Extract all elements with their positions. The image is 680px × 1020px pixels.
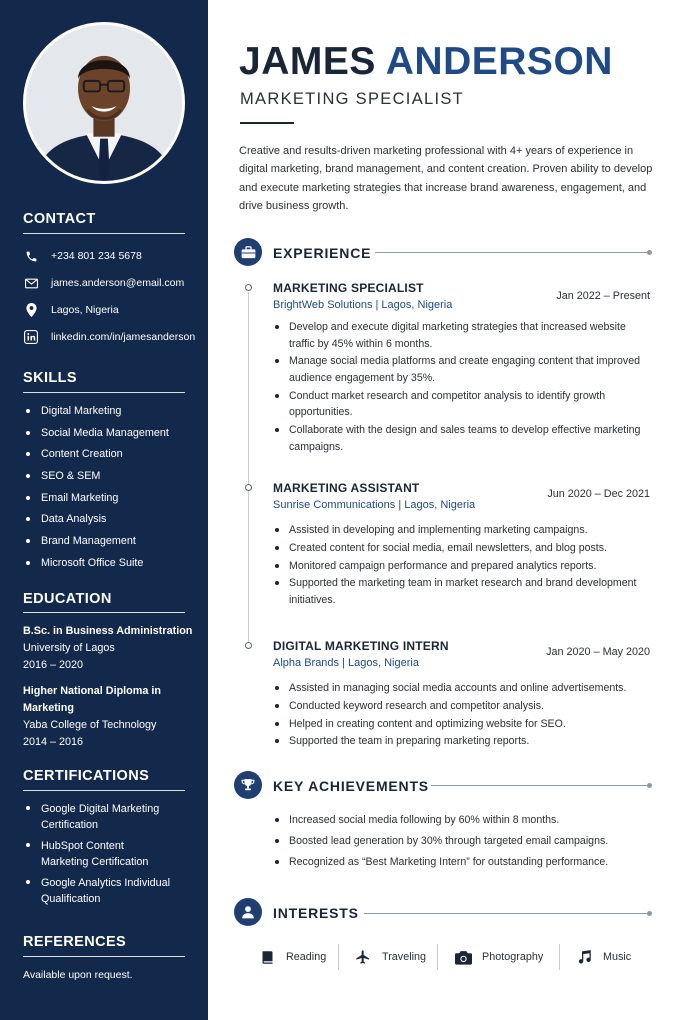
job-company: Sunrise Communications | Lagos, Nigeria	[273, 499, 476, 511]
skill-item: Data Analysis	[23, 512, 193, 534]
email-icon	[23, 275, 39, 291]
job-bullet: Develop and execute digital marketing strategies that increased website traffic by 45% within 6 months.	[273, 319, 653, 352]
skill-item: Content Creation	[23, 447, 193, 469]
certification-item: Google Analytics Individual Qualification	[23, 875, 173, 907]
skill-item: Social Media Management	[23, 426, 193, 448]
first-name: JAMES	[239, 40, 376, 83]
job-company: BrightWeb Solutions | Lagos, Nigeria	[273, 299, 453, 311]
contact-location	[23, 301, 119, 319]
certification-item: HubSpot Content Marketing Certification	[23, 838, 173, 870]
achievement-item: Increased social media following by 60% within 8 months.	[273, 812, 653, 829]
job-bullet: Created content for social media, email newsletters, and blog posts.	[273, 540, 653, 557]
job-bullets	[273, 680, 653, 751]
achievement-item: Recognized as “Best Marketing Intern” for outstanding performance.	[273, 854, 653, 871]
job-bullet: Monitored campaign performance and prepared analytics reports.	[273, 558, 653, 575]
skill-item: SEO & SEM	[23, 469, 193, 491]
linkedin-text[interactable]: linkedin.com/in/jamesanderson	[51, 331, 196, 343]
references-heading: REFERENCES	[23, 934, 127, 950]
education-entry	[23, 623, 193, 674]
contact-phone	[23, 247, 142, 265]
education-school: Yaba College of Technology	[23, 719, 157, 731]
experience-heading: EXPERIENCE	[273, 245, 372, 261]
location-text: Lagos, Nigeria	[51, 304, 119, 316]
contact-divider	[23, 233, 185, 234]
job-dates: Jan 2020 – May 2020	[546, 646, 650, 658]
certifications-list	[23, 801, 173, 912]
certifications-divider	[23, 790, 185, 791]
interest-label: Music	[603, 951, 632, 963]
achievement-item: Boosted lead generation by 30% through targeted email campaigns.	[273, 833, 653, 850]
references-text: Available upon request.	[23, 969, 133, 981]
interest-label: Photography	[482, 951, 544, 963]
interests-heading: INTERESTS	[273, 905, 359, 921]
job-title: DIGITAL MARKETING INTERN	[273, 639, 449, 653]
skill-item: Email Marketing	[23, 491, 193, 513]
job-bullet: Manage social media platforms and create engaging content that improved audience engagement by 35%.	[273, 353, 653, 386]
location-pin-icon	[23, 302, 39, 318]
title-underline	[240, 122, 294, 124]
job-bullet: Helped in creating content and optimizing website for SEO.	[273, 716, 653, 733]
interest-label: Traveling	[382, 951, 427, 963]
last-name: ANDERSON	[385, 40, 613, 83]
job-bullets	[273, 319, 653, 457]
skills-heading: SKILLS	[23, 370, 77, 386]
education-heading: EDUCATION	[23, 591, 112, 607]
contact-heading: CONTACT	[23, 211, 96, 227]
certifications-heading: CERTIFICATIONS	[23, 768, 150, 784]
achievements-divider	[431, 785, 650, 786]
contact-email[interactable]	[23, 274, 184, 292]
education-school: University of Lagos	[23, 642, 115, 654]
briefcase-icon	[234, 238, 262, 266]
achievements-heading: KEY ACHIEVEMENTS	[273, 778, 429, 794]
profile-summary: Creative and results-driven marketing professional with 4+ years of experience in digital marketing, brand management, and content creation. Proven ability to develop and execute marketing strategies that increase brand awareness, engagement, and drive business growth.	[239, 145, 653, 213]
education-divider	[23, 612, 185, 613]
interest-item	[560, 943, 631, 971]
job-bullet: Conduct market research and competitor analysis to identify growth opportunities.	[273, 388, 653, 421]
full-name	[239, 40, 613, 84]
job-title: MARKETING ASSISTANT	[273, 481, 420, 495]
job-bullets	[273, 522, 653, 610]
sidebar	[0, 0, 208, 1020]
person-icon	[234, 898, 262, 926]
job-dates: Jan 2022 – Present	[556, 290, 650, 302]
job-bullet: Assisted in developing and implementing marketing campaigns.	[273, 522, 653, 539]
job-bullet: Collaborate with the design and sales teams to develop effective marketing campaigns.	[273, 422, 653, 455]
job-company: Alpha Brands | Lagos, Nigeria	[273, 657, 419, 669]
education-years: 2014 – 2016	[23, 736, 84, 748]
job-bullet: Supported the team in preparing marketing reports.	[273, 733, 653, 750]
interests-row	[258, 943, 658, 971]
job-dates: Jun 2020 – Dec 2021	[547, 488, 650, 500]
contact-linkedin[interactable]	[23, 328, 195, 346]
job-bullet: Supported the marketing team in market research and brand development initiatives.	[273, 575, 653, 608]
job-title: MARKETING SPECIALIST	[273, 281, 424, 295]
linkedin-icon	[23, 329, 39, 345]
job-bullet: Assisted in managing social media accounts and online advertisements.	[273, 680, 653, 697]
music-note-icon	[575, 948, 593, 966]
interests-divider	[364, 913, 650, 914]
phone-text: +234 801 234 5678	[51, 250, 142, 262]
skill-item: Digital Marketing	[23, 404, 193, 426]
book-icon	[258, 948, 276, 966]
interest-item	[438, 943, 559, 971]
timeline-dot	[245, 484, 252, 491]
profile-photo	[23, 22, 185, 184]
timeline-dot	[245, 284, 252, 291]
timeline-line	[248, 292, 249, 644]
timeline-dot	[245, 642, 252, 649]
interest-item	[258, 943, 338, 971]
education-degree: Higher National Diploma in Marketing	[23, 685, 161, 714]
portrait-image	[26, 25, 182, 181]
skills-list	[23, 404, 193, 578]
phone-icon	[23, 248, 39, 264]
interest-item	[339, 943, 437, 971]
references-divider	[23, 956, 185, 957]
experience-divider	[375, 252, 650, 253]
skills-divider	[23, 392, 185, 393]
achievements-list	[273, 812, 653, 872]
education-years: 2016 – 2020	[23, 659, 84, 671]
job-bullet: Conducted keyword research and competitor analysis.	[273, 698, 653, 715]
camera-icon	[454, 948, 472, 966]
job-title-heading: MARKETING SPECIALIST	[240, 90, 465, 108]
trophy-icon	[234, 771, 262, 799]
education-degree: B.Sc. in Business Administration	[23, 625, 193, 637]
skill-item: Microsoft Office Suite	[23, 556, 193, 578]
airplane-icon	[354, 948, 372, 966]
certification-item: Google Digital Marketing Certification	[23, 801, 173, 833]
email-text[interactable]: james.anderson@email.com	[51, 277, 185, 289]
education-entry	[23, 683, 183, 751]
skill-item: Brand Management	[23, 534, 193, 556]
interest-label: Reading	[286, 951, 327, 963]
